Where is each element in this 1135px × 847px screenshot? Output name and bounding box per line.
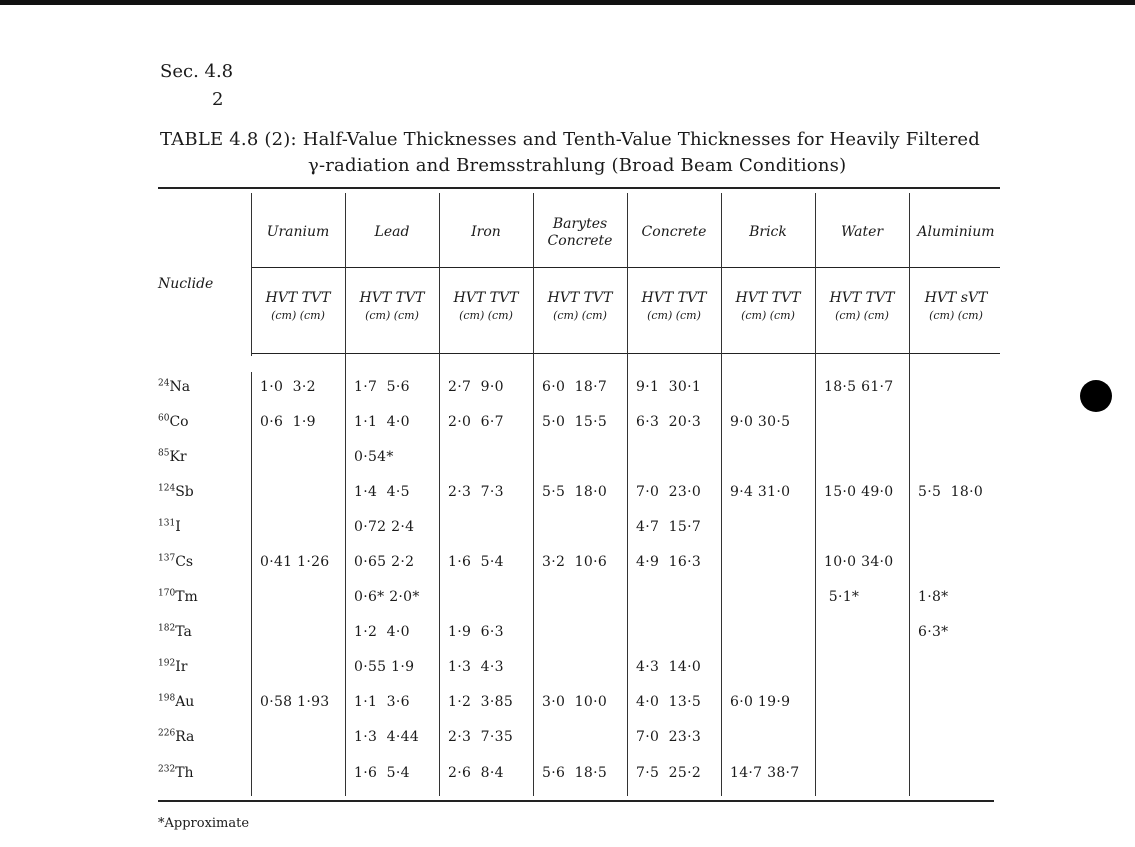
footnote: *Approximate bbox=[158, 816, 250, 831]
value-cell: 18·5 61·7 bbox=[824, 379, 894, 395]
value-cell: 0·6* 2·0* bbox=[354, 589, 420, 605]
mass-number: 232 bbox=[158, 764, 176, 775]
value-cell: 2·3 7·35 bbox=[448, 729, 514, 745]
value-cell: 1·2 4·0 bbox=[354, 624, 410, 640]
value-cell: 4·7 15·7 bbox=[636, 519, 702, 535]
value-cell: 2·7 9·0 bbox=[448, 379, 504, 395]
table-row bbox=[158, 449, 1008, 469]
table-row bbox=[158, 729, 1008, 749]
table-title bbox=[160, 127, 980, 179]
nuclide-cell bbox=[158, 414, 238, 430]
value-cell: 5·0 15·5 bbox=[542, 414, 608, 430]
table-row bbox=[158, 484, 1008, 504]
nuclide-cell bbox=[158, 589, 238, 605]
value-cell: 6·0 19·9 bbox=[730, 694, 791, 710]
nuclide-cell bbox=[158, 379, 238, 395]
material-header: Brick bbox=[749, 224, 787, 240]
value-cell: 2·0 6·7 bbox=[448, 414, 504, 430]
mass-number: 131 bbox=[158, 518, 176, 529]
material-header: Iron bbox=[471, 224, 501, 240]
units-label: (cm) (cm) bbox=[365, 309, 419, 322]
nuclide-cell bbox=[158, 659, 238, 675]
material-header: Barytes Concrete bbox=[547, 215, 613, 249]
value-cell: 1·3 4·44 bbox=[354, 729, 420, 745]
value-cell: 5·1* bbox=[824, 589, 860, 605]
value-cell: 1·4 4·5 bbox=[354, 484, 410, 500]
element-symbol: Kr bbox=[169, 449, 187, 465]
value-cell: 6·3* bbox=[918, 624, 949, 640]
material-header: Concrete bbox=[641, 224, 707, 240]
table-row bbox=[158, 589, 1008, 609]
mass-number: 182 bbox=[158, 623, 176, 634]
value-cell: 6·0 18·7 bbox=[542, 379, 608, 395]
value-cell: 1·0 3·2 bbox=[260, 379, 316, 395]
table-row bbox=[158, 554, 1008, 574]
value-cell: 1·7 5·6 bbox=[354, 379, 410, 395]
element-symbol: Ta bbox=[175, 624, 192, 640]
units-label: (cm) (cm) bbox=[271, 309, 325, 322]
value-cell: 9·0 30·5 bbox=[730, 414, 791, 430]
mass-number: 170 bbox=[158, 588, 176, 599]
value-cell: 0·58 1·93 bbox=[260, 694, 330, 710]
value-cell: 7·0 23·3 bbox=[636, 729, 702, 745]
value-cell: 9·4 31·0 bbox=[730, 484, 791, 500]
table-title-line1: TABLE 4.8 (2): Half-Value Thicknesses and Tenth-Value Thicknesses for Heavily Filtered bbox=[160, 129, 980, 150]
units-label: (cm) (cm) bbox=[929, 309, 983, 322]
table-title-line2: γ-radiation and Bremsstrahlung (Broad Beam Conditions) bbox=[308, 155, 847, 176]
punch-hole-mark bbox=[1080, 380, 1112, 412]
thickness-label-2: TVT bbox=[677, 290, 707, 306]
sub-header bbox=[721, 290, 815, 330]
thickness-label-2: TVT bbox=[771, 290, 801, 306]
value-cell: 2·3 7·3 bbox=[448, 484, 504, 500]
value-cell: 1·8* bbox=[918, 589, 949, 605]
value-cell: 1·9 6·3 bbox=[448, 624, 504, 640]
thickness-label-1: HVT bbox=[453, 290, 486, 306]
nuclide-cell bbox=[158, 519, 238, 535]
element-symbol: Na bbox=[169, 379, 191, 395]
thickness-label-1: HVT bbox=[829, 290, 862, 306]
value-cell: 0·72 2·4 bbox=[354, 519, 415, 535]
thickness-label-1: HVT bbox=[359, 290, 392, 306]
value-cell: 3·2 10·6 bbox=[542, 554, 608, 570]
material-header: Uranium bbox=[266, 224, 330, 240]
nuclide-cell bbox=[158, 484, 238, 500]
table-row bbox=[158, 379, 1008, 399]
value-cell: 0·65 2·2 bbox=[354, 554, 415, 570]
value-cell: 9·1 30·1 bbox=[636, 379, 702, 395]
value-cell: 15·0 49·0 bbox=[824, 484, 894, 500]
table-row bbox=[158, 414, 1008, 434]
table-row bbox=[158, 624, 1008, 644]
value-cell: 2·6 8·4 bbox=[448, 765, 504, 781]
value-cell: 1·3 4·3 bbox=[448, 659, 504, 675]
nuclide-cell bbox=[158, 449, 238, 465]
units-label: (cm) (cm) bbox=[459, 309, 513, 322]
nuclide-cell bbox=[158, 624, 238, 640]
thickness-label-2: TVT bbox=[301, 290, 331, 306]
value-cell: 6·3 20·3 bbox=[636, 414, 702, 430]
units-label: (cm) (cm) bbox=[835, 309, 889, 322]
table-top-rule bbox=[158, 187, 1000, 189]
mass-number: 137 bbox=[158, 553, 176, 564]
value-cell: 1·1 4·0 bbox=[354, 414, 410, 430]
thickness-label-1: HVT bbox=[265, 290, 298, 306]
nuclide-cell bbox=[158, 554, 238, 570]
value-cell: 1·2 3·85 bbox=[448, 694, 514, 710]
value-cell: 5·6 18·5 bbox=[542, 765, 608, 781]
thickness-label-2: TVT bbox=[583, 290, 613, 306]
element-symbol: Th bbox=[175, 765, 194, 781]
section-number: 2 bbox=[212, 89, 224, 110]
thickness-label-2: TVT bbox=[865, 290, 895, 306]
element-symbol: Au bbox=[175, 694, 195, 710]
value-cell: 0·54* bbox=[354, 449, 394, 465]
section-label: Sec. 4.8 bbox=[160, 61, 234, 82]
thickness-label-1: HVT bbox=[924, 290, 957, 306]
sub-header bbox=[345, 290, 439, 330]
scan-top-border bbox=[0, 0, 1135, 5]
value-cell: 1·6 5·4 bbox=[448, 554, 504, 570]
element-symbol: I bbox=[175, 519, 181, 535]
sub-header bbox=[815, 290, 909, 330]
thickness-label-2: TVT bbox=[395, 290, 425, 306]
value-cell: 5·5 18·0 bbox=[542, 484, 608, 500]
thickness-label-1: HVT bbox=[735, 290, 768, 306]
mass-number: 198 bbox=[158, 693, 176, 704]
table-row bbox=[158, 519, 1008, 539]
thickness-label-2: sVT bbox=[960, 290, 988, 306]
value-cell: 14·7 38·7 bbox=[730, 765, 800, 781]
nuclide-header: Nuclide bbox=[158, 276, 214, 292]
table-row bbox=[158, 765, 1008, 785]
element-symbol: Sb bbox=[175, 484, 194, 500]
section-reference bbox=[160, 58, 233, 114]
element-symbol: Cs bbox=[175, 554, 194, 570]
value-cell: 4·3 14·0 bbox=[636, 659, 702, 675]
sub-header bbox=[909, 290, 1003, 330]
value-cell: 1·6 5·4 bbox=[354, 765, 410, 781]
element-symbol: Ra bbox=[175, 729, 195, 745]
mass-number: 60 bbox=[158, 413, 170, 424]
mass-number: 85 bbox=[158, 448, 170, 459]
value-cell: 0·55 1·9 bbox=[354, 659, 415, 675]
element-symbol: Ir bbox=[175, 659, 188, 675]
value-cell: 3·0 10·0 bbox=[542, 694, 608, 710]
nuclide-cell bbox=[158, 729, 238, 745]
material-header: Water bbox=[840, 224, 884, 240]
sub-header bbox=[533, 290, 627, 330]
mass-number: 24 bbox=[158, 378, 170, 389]
table-bottom-rule bbox=[158, 800, 994, 802]
value-cell: 7·0 23·0 bbox=[636, 484, 702, 500]
mass-number: 124 bbox=[158, 483, 176, 494]
thickness-label-1: HVT bbox=[641, 290, 674, 306]
units-label: (cm) (cm) bbox=[553, 309, 607, 322]
sub-header bbox=[251, 290, 345, 330]
nuclide-cell bbox=[158, 765, 238, 781]
header-bottom-rule bbox=[251, 353, 1000, 354]
sub-header bbox=[439, 290, 533, 330]
material-header: Lead bbox=[374, 224, 410, 240]
value-cell: 7·5 25·2 bbox=[636, 765, 702, 781]
sub-header bbox=[627, 290, 721, 330]
mass-number: 192 bbox=[158, 658, 176, 669]
element-symbol: Co bbox=[169, 414, 189, 430]
value-cell: 0·41 1·26 bbox=[260, 554, 330, 570]
material-header: Aluminium bbox=[917, 224, 995, 240]
element-symbol: Tm bbox=[175, 589, 198, 605]
value-cell: 4·0 13·5 bbox=[636, 694, 702, 710]
table-row bbox=[158, 694, 1008, 714]
value-cell: 10·0 34·0 bbox=[824, 554, 894, 570]
thickness-label-1: HVT bbox=[547, 290, 580, 306]
units-label: (cm) (cm) bbox=[741, 309, 795, 322]
value-cell: 4·9 16·3 bbox=[636, 554, 702, 570]
thickness-label-2: TVT bbox=[489, 290, 519, 306]
mass-number: 226 bbox=[158, 728, 176, 739]
table-row bbox=[158, 659, 1008, 679]
value-cell: 5·5 18·0 bbox=[918, 484, 984, 500]
value-cell: 0·6 1·9 bbox=[260, 414, 316, 430]
units-label: (cm) (cm) bbox=[647, 309, 701, 322]
nuclide-cell bbox=[158, 694, 238, 710]
value-cell: 1·1 3·6 bbox=[354, 694, 410, 710]
header-divider-rule bbox=[251, 267, 1000, 268]
